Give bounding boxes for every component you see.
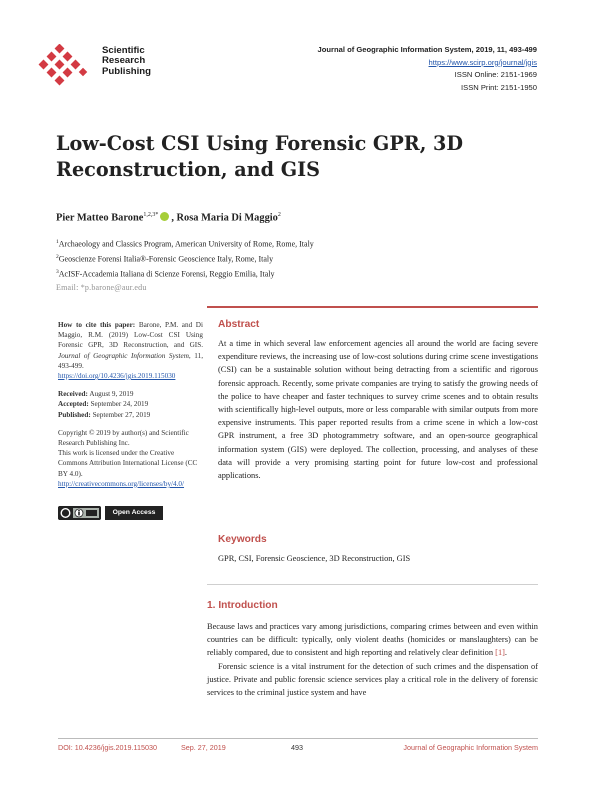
introduction-body bbox=[207, 620, 538, 699]
footer-doi: DOI: 10.4236/jgis.2019.115030 bbox=[58, 743, 157, 752]
author-name: Rosa Maria Di Maggio bbox=[176, 212, 278, 224]
orcid-icon[interactable] bbox=[160, 212, 169, 221]
how-to-cite: How to cite this paper: Barone, P.M. and Di Maggio, R.M. (2019) Low-Cost CSI Using Forensic GPR, 3D Reconstruction, and GIS. Journal of Geographic Information System, 11, 493-499. https://doi.org/10.4236/jgis.2019.115030 bbox=[58, 321, 203, 381]
reference-link[interactable]: [1] bbox=[495, 648, 505, 658]
author-email[interactable]: Email: *p.barone@aur.edu bbox=[56, 282, 147, 292]
author-affiliation-sup: 1,2,3* bbox=[143, 212, 159, 218]
issn-print: ISSN Print: 2151-1950 bbox=[461, 82, 537, 92]
footer-journal: Journal of Geographic Information System bbox=[403, 743, 538, 752]
license-notice: This work is licensed under the Creative Commons Attribution International License (CC BY 4.0). bbox=[58, 449, 198, 478]
publisher-logo bbox=[32, 44, 94, 88]
cc-by-icon[interactable] bbox=[58, 506, 101, 520]
received-date: Received: August 9, 2019 bbox=[58, 390, 134, 399]
paper-title: Low-Cost CSI Using Forensic GPR, 3D Reconstruction, and GIS bbox=[56, 132, 464, 181]
author-separator: , bbox=[171, 212, 177, 224]
license-badges bbox=[58, 506, 168, 520]
page-number: 493 bbox=[291, 743, 303, 752]
keywords-list: GPR, CSI, Forensic Geoscience, 3D Reconstruction, GIS bbox=[218, 554, 411, 563]
author-affiliation-sup: 2 bbox=[277, 212, 281, 218]
affiliation-item: $^1$Archaeology and Classics Program, American University of Rome, Rome, Italy bbox=[56, 239, 314, 249]
journal-info bbox=[318, 44, 537, 94]
affiliation-item: $^3$AcISF-Accademia Italiana di Scienze Forensi, Reggio Emilia, Italy bbox=[56, 268, 275, 279]
accepted-date: Accepted: September 24, 2019 bbox=[58, 400, 149, 409]
issn-online: ISSN Online: 2151-1969 bbox=[454, 70, 537, 80]
abstract-body: At a time in which several law enforcement agencies all around the world are facing severe expenditure reviews, the increasing use of low-cost solutions during crime scene investigations (CSI) can be a sustainable solution without being detracting from a scientific and rigorous forensic approach. Recently, some private companies are trying to satisfy the growing needs of the police to have cheaper and faster techniques to survey crime scenes and to obtain results with scientifically high-level outputs, more or less comparable with similar outputs from more expensive instruments. This paper reported results from a crime scene in which a low-cost GPR instrument, a free 3D photogrammetry software, and an open-source geographical information system (GIS) were deployed. The collection, processing, and analyses of these data will provide a very promising starting point for future low-cost and professional applications. bbox=[218, 339, 538, 481]
footer-divider bbox=[58, 738, 538, 739]
published-date: Published: September 27, 2019 bbox=[58, 410, 151, 419]
copyright-notice: Copyright © 2019 by author(s) and Scientific Research Publishing Inc. bbox=[58, 428, 189, 448]
abstract-heading: Abstract bbox=[218, 319, 260, 330]
affiliations bbox=[56, 236, 314, 294]
publisher-name: Scientific Research Publishing bbox=[102, 45, 152, 77]
license-link[interactable]: http://creativecommons.org/licenses/by/4.0/ bbox=[58, 479, 185, 488]
introduction-heading: 1. Introduction bbox=[207, 600, 278, 611]
paragraph: Because laws and practices vary among jurisdictions, comparing crimes between and even within countries can be difficult: typically, only violent deaths (homicides or manslaughters) can be reliably compared, due to consistent and high reporting and relatively clear definition [1]. bbox=[207, 622, 538, 658]
open-access-badge: Open Access bbox=[105, 506, 163, 520]
affiliation-item: $^2$Geoscienze Forensi Italia®-Forensic Geoscience Italy, Rome, Italy bbox=[56, 253, 274, 264]
section-divider bbox=[207, 306, 538, 308]
author-name: Pier Matteo Barone bbox=[56, 212, 144, 224]
doi-link[interactable]: https://doi.org/10.4236/jgis.2019.115030 bbox=[58, 372, 176, 381]
paragraph: Forensic science is a vital instrument for the detection of such crimes and the dispensation of justice. Private and public forensic science services play a critical role in the delivery of forensic services to the criminal justice system and have bbox=[207, 661, 538, 698]
journal-citation: Journal of Geographic Information System, 2019, 11, 493-499 bbox=[317, 45, 537, 54]
footer-date: Sep. 27, 2019 bbox=[181, 743, 226, 752]
keywords-heading: Keywords bbox=[218, 534, 267, 545]
author-line bbox=[56, 212, 281, 223]
journal-url-link[interactable]: https://www.scirp.org/journal/jgis bbox=[428, 57, 537, 67]
section-divider bbox=[207, 584, 538, 585]
article-sidebar bbox=[58, 320, 203, 489]
